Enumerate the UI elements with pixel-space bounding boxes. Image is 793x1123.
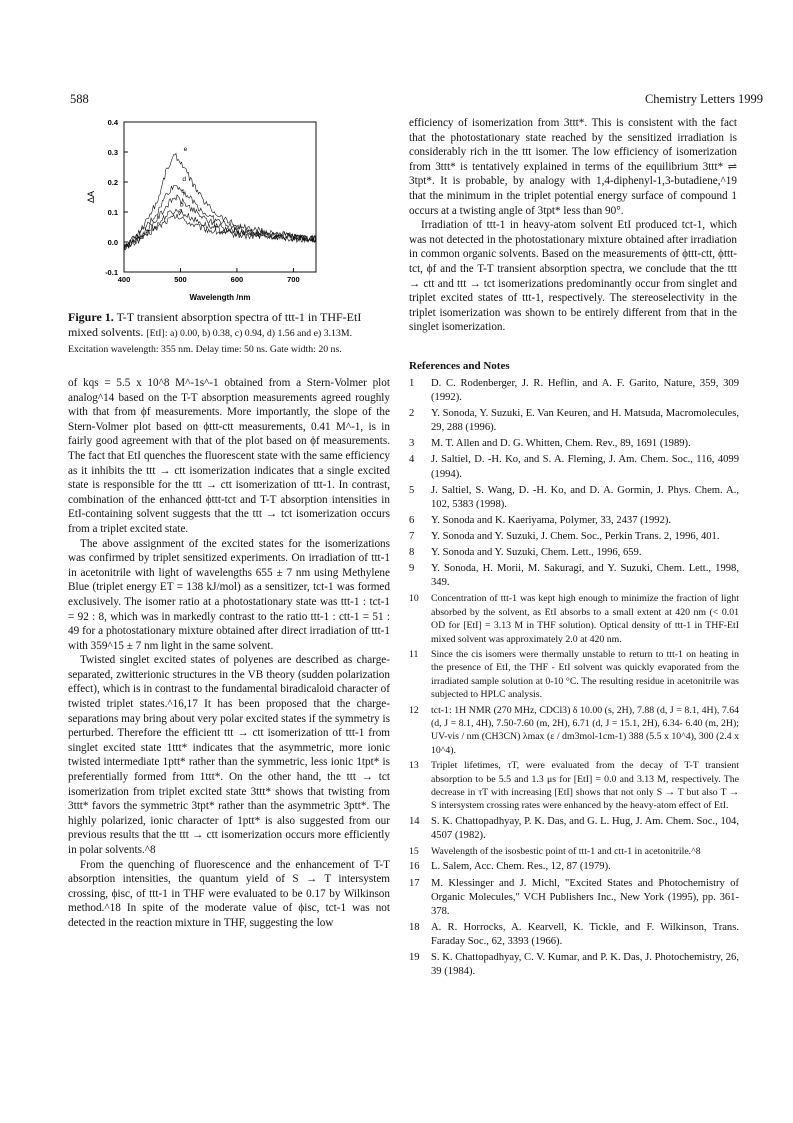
x-tick-label: 600 [230, 275, 244, 284]
reference-item [409, 377, 739, 405]
reference-number: 5 [409, 484, 415, 496]
reference-item [409, 546, 739, 560]
x-axis-label: Wavelength /nm [189, 293, 251, 302]
paragraph: From the quenching of fluorescence and the enhancement of T-T absorption intensities, the quantum yield of S → T intersystem crossing, ϕisc, of ttt-1 in THF were evaluated to be 0.17 by Wilkinson method.^18 In spite of the moderate value of ϕisc, tct-1 was not detected in the reaction mixture in THF, suggesting the low [68, 858, 390, 929]
reference-text: Concentration of ttt-1 was kept high enough to minimize the fraction of light absorbed by the solvent, as EtI absorbs to a small extent at 420 nm (< 0.01 OD for [EtI] = 3.13 M in THF solution). Optical density of ttt-1 in THF-EtI mixed solvent was approximately 2.0 at 420 nm. [431, 593, 739, 645]
reference-item [409, 562, 739, 590]
reference-text: Y. Sonoda, H. Morii, M. Sakuragi, and Y. Suzuki, Chem. Lett., 1998, 349. [431, 563, 739, 589]
reference-item [409, 759, 739, 813]
figure-1 [66, 110, 386, 310]
reference-item [409, 530, 739, 544]
reference-item [409, 484, 739, 512]
references-title: References and Notes [409, 360, 510, 372]
reference-item [409, 921, 739, 949]
series-label-e: e [183, 146, 188, 153]
reference-text: J. Saltiel, S. Wang, D. -H. Ko, and D. A. Gormin, J. Phys. Chem. A., 102, 5383 (1998). [431, 484, 739, 510]
paragraph: Twisted singlet excited states of polyenes are described as charge-separated, zwitterionic structures in the VB theory (sudden polarization effect), which is in contrast to the fundamental biradicaloid character of twisted triplet states.^16,17 It has been proposed that the charge-separations may bring about very polar excited states if the symmetry is perturbed. Therefore the efficient ttt → ctt isomerization of ttt-1 from singlet excited state 1ttt* indicates that the asymmetric, more ionic twisted intermediate 1ptt* rather than the symmetric, less ionic 1tpt* is preferentially formed from 1ttt*. On the other hand, the ttt → tct isomerization from triplet excited state 3ttt* shows that twisting from 3ttt* favors the symmetric 3tpt* rather than the asymmetric 3ptt*. The highly polarized, ionic character of 1ptt* is also suggested from our previous results that the ttt → ctt isomerization occurs more efficiently in polar solvents.^8 [68, 654, 390, 856]
plot-frame [124, 122, 316, 272]
reference-item [409, 951, 739, 979]
reference-number: 12 [409, 704, 419, 716]
series-label-c: c [181, 188, 185, 195]
caption-detail: [EtI]: a) 0.00, b) 0.38, c) 0.94, d) 1.56 and e) 3.13M. [146, 327, 353, 339]
caption-small: Excitation wavelength: 355 nm. Delay time: 50 ns. Gate width: 20 ns. [68, 344, 342, 355]
reference-number: 17 [409, 877, 420, 889]
y-tick-label: 0.1 [107, 208, 118, 217]
reference-text: J. Saltiel, D. -H. Ko, and S. A. Fleming, J. Am. Chem. Soc., 116, 4099 (1994). [431, 454, 739, 480]
y-tick-label: 0.3 [107, 148, 118, 157]
reference-text: Wavelength of the isosbestic point of ttt-1 and ctt-1 in acetonitrile.^8 [431, 846, 701, 857]
reference-number: 14 [409, 815, 420, 827]
reference-number: 8 [409, 547, 415, 559]
reference-number: 3 [409, 438, 415, 450]
paragraph: efficiency of isomerization from 3ttt*. This is consistent with the fact that the photostationary state reached by the sensitized irradiation is considerably rich in the ttt isomer. The low efficiency of isomerization from 3ttt* is tentatively explained in terms of the equilibrium 3ttt* ⇌ 3tpt*. It is probable, by analogy with 1,4-diphenyl-1,3-butadiene,^19 that the minimum in the triplet potential energy surface of compound 1 occurs at a twisting angle of 3tpt* less than 90°. [409, 117, 737, 217]
reference-item [409, 437, 739, 451]
series-label-a: a [178, 207, 183, 215]
reference-text: Y. Sonoda and Y. Suzuki, Chem. Lett., 1996, 659. [431, 547, 642, 559]
x-tick-label: 500 [174, 275, 187, 284]
x-tick-label: 400 [117, 275, 131, 284]
reference-item [409, 877, 739, 919]
reference-item [409, 592, 739, 646]
reference-item [409, 860, 739, 874]
figure-caption [68, 310, 388, 358]
paragraph: of kqs = 5.5 x 10^8 M^-1s^-1 obtained from a Stern-Volmer plot analog^14 based on the T-T absorption measurements agreed roughly with that from ϕf measurements. More importantly, the slope of the Stern-Volmer plot based on ϕttt-ctt measurements, 0.41 M^-1, is in fairly good agreement with that of the plot based on ϕf measurements. The fact that EtI quenches the fluorescent state with the same efficiency as it inhibits the ttt → ctt isomerization indicates that a single excited state is responsible for the ttt → ctt isomerization of ttt-1. In contrast, combination of the enhanced ϕttt-tct and T-T absorption intensities in EtI-containing solvent suggests that the ttt → tct isomerization occurs from a triplet excited state. [68, 377, 390, 535]
reference-number: 1 [409, 378, 415, 389]
reference-number: 7 [409, 530, 415, 542]
tt-absorption-chart [66, 110, 386, 310]
journal-header: Chemistry Letters 1999 [644, 92, 763, 106]
reference-text: S. K. Chattopadhyay, C. V. Kumar, and P. K. Das, J. Photochemistry, 26, 39 (1984). [431, 951, 739, 978]
left-column [68, 376, 390, 931]
figure-label: Figure 1. [68, 310, 114, 324]
y-tick-label: 0.2 [107, 178, 118, 187]
reference-text: D. C. Rodenberger, J. R. Heflin, and A. F. Garito, Nature, 359, 309 (1992). [431, 378, 739, 404]
reference-number: 13 [409, 760, 419, 772]
reference-number: 18 [409, 921, 420, 933]
references-list [409, 377, 739, 979]
y-tick-label: 0.0 [107, 238, 118, 247]
reference-number: 9 [409, 563, 415, 575]
reference-text: Y. Sonoda and K. Kaeriyama, Polymer, 33, 2437 (1992). [431, 514, 672, 526]
series-line-c [124, 195, 316, 250]
reference-number: 16 [409, 861, 420, 873]
reference-text: Y. Sonoda, Y. Suzuki, E. Van Keuren, and H. Matsuda, Macromolecules, 29, 288 (1996). [431, 408, 739, 434]
reference-number: 2 [409, 408, 415, 420]
reference-item [409, 815, 739, 843]
reference-item [409, 845, 739, 858]
x-tick-label: 700 [287, 275, 300, 284]
reference-number: 19 [409, 951, 420, 963]
reference-number: 15 [409, 846, 419, 857]
reference-number: 4 [409, 454, 415, 466]
reference-item [409, 407, 739, 435]
reference-text: Triplet lifetimes, τT, were evaluated from the decay of T-T transient absorption to be 5.5 and 1.3 μs for [EtI] = 0.0 and 3.13 M, respectively. The decrease in τT with increasing [EtI] shows that not only S → T but also T → S intersystem crossing rates were enhanced by the heavy-atom effect of EtI. [431, 760, 739, 812]
reference-text: M. Klessinger and J. Michl, "Excited States and Photochemistry of Organic Molecules," VCH Publishers Inc., New York (1995), pp. 361-378. [431, 877, 739, 917]
right-column [409, 116, 737, 335]
reference-item [409, 514, 739, 528]
reference-number: 11 [409, 648, 419, 660]
series-label-d: d [182, 176, 187, 183]
reference-text: tct-1: 1H NMR (270 MHz, CDCl3) δ 10.00 (s, 2H), 7.88 (d, J = 8.1, 4H), 7.64 (d, J = 8.1, 4H), 7.50-7.60 (m, 2H), 6.71 (d, J = 15.1, 2H), 6.34- 6.40 (m, 2H); UV-vis / nm (CH3CN) λmax (ε / dm3mol-1cm-1) 388 (5.5 x 10^4), 300 (2.4 x 10^4). [431, 704, 739, 756]
reference-text: Since the cis isomers were thermally unstable to return to ttt-1 on heating in the presence of EtI, the THF - EtI solvent was quickly evaporated from the irradiated sample solution at 0-10 °C. The resulting residue in acetonitrile was subjected to HPLC analysis. [431, 648, 739, 701]
reference-text: A. R. Horrocks, A. Kearvell, K. Tickle, and F. Wilkinson, Trans. Faraday Soc., 62, 3393 (1966). [431, 921, 739, 947]
reference-item [409, 453, 739, 481]
reference-text: L. Salem, Acc. Chem. Res., 12, 87 (1979). [431, 861, 611, 873]
y-tick-label: 0.4 [107, 118, 118, 127]
reference-item [409, 704, 739, 758]
reference-text: M. T. Allen and D. G. Whitten, Chem. Rev., 89, 1691 (1989). [431, 438, 691, 450]
caption-main: T-T transient absorption spectra of ttt-1 in THF-EtI mixed solvents. [68, 310, 362, 339]
paragraph: The above assignment of the excited states for the isomerizations was confirmed by triplet sensitized experiments. On irradiation of ttt-1 in acetonitrile with light of wavelengths 655 ± 7 nm using Methylene Blue (triplet energy ET = 138 kJ/mol) as a sensitizer, tct-1 was formed exclusively. The isomer ratio at a photostationary state was ttt-1 : tct-1 = 92 : 8, which was in markedly contrast to the ratio ttt-1 : ctt-1 = 51 : 49 for a photostationary mixture obtained after direct irradiation of ttt-1 with 359^15 ± 7 nm light in the same solvent. [68, 537, 390, 652]
page-number: 588 [70, 92, 89, 106]
reference-number: 10 [409, 593, 419, 605]
reference-text: Y. Sonoda and Y. Suzuki, J. Chem. Soc., Perkin Trans. 2, 1996, 401. [431, 530, 720, 542]
y-axis-label: ΔA [86, 190, 96, 204]
paragraph: Irradiation of ttt-1 in heavy-atom solvent EtI produced tct-1, which was not detected in the photostationary mixture obtained after irradiation in common organic solvents. Based on the measurements of ϕttt-ctt, ϕttt-tct, ϕf and the T-T transient absorption spectra, we conclude that the ttt → ctt and ttt → tct isomerizations predominantly occur from singlet and triplet excited states of ttt-1, respectively. The stereoselectivity in the triplet isomerization was shown to be entirely different from that in the singlet isomerization. [409, 219, 737, 334]
reference-text: S. K. Chattopadhyay, P. K. Das, and G. L. Hug, J. Am. Chem. Soc., 104, 4507 (1982). [431, 815, 739, 841]
series-label-b: b [180, 201, 184, 209]
reference-number: 6 [409, 514, 415, 526]
series-line-b [124, 209, 316, 248]
y-tick-label: -0.1 [105, 268, 118, 277]
reference-item [409, 648, 739, 702]
